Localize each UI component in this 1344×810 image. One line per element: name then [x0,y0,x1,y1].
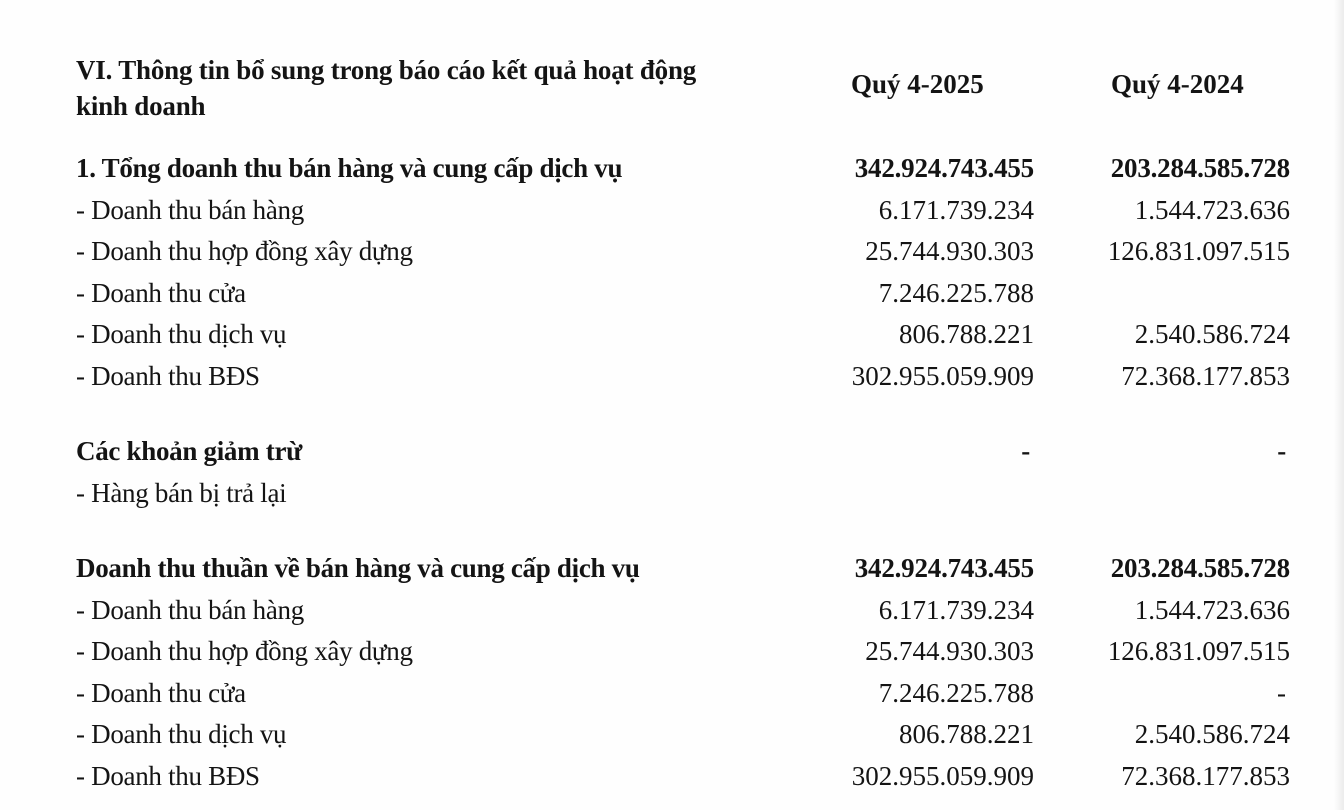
value-q4-2025: 25.744.930.303 [865,636,1034,666]
dash-value: - [1021,436,1030,466]
table-row [76,473,1296,515]
row-label: Các khoản giảm trừ [76,436,303,466]
row-label: - Doanh thu dịch vụ [76,319,287,349]
value-q4-2024: 1.544.723.636 [1134,194,1290,225]
table-row [76,231,1296,273]
value-q4-2024: 2.540.586.724 [1134,719,1290,749]
table-row [76,631,1296,673]
column-header-q4-2025: Quý 4-2025 [851,69,984,99]
table-row [76,590,1296,632]
row-label: - Doanh thu bán hàng [76,594,304,625]
row-label: - Hàng bán bị trả lại [76,477,287,508]
table-row-net-revenue [76,548,1296,590]
column-header-q4-2024: Quý 4-2024 [1111,69,1244,99]
value-q4-2024: 72.368.177.853 [1121,360,1290,391]
table-row-total-revenue [76,148,1296,190]
row-label: 1. Tổng doanh thu bán hàng và cung cấp dịch vụ [76,153,623,183]
row-spacer [76,397,1296,431]
page-edge-shadow [1334,0,1344,810]
value-q4-2025: 6.171.739.234 [878,594,1034,625]
value-q4-2025: 342.924.743.455 [854,153,1034,183]
row-label: - Doanh thu BĐS [76,360,260,391]
value-q4-2025: 7.246.225.788 [878,677,1034,708]
value-q4-2024 [1277,431,1290,473]
value-q4-2025: 302.955.059.909 [851,360,1034,391]
value-q4-2025: 806.788.221 [899,719,1034,749]
row-label: - Doanh thu cửa [76,277,246,308]
row-label: Doanh thu thuần về bán hàng và cung cấp dịch vụ [76,553,640,583]
value-q4-2024: 2.540.586.724 [1134,319,1290,349]
value-q4-2025: 342.924.743.455 [854,553,1034,583]
row-label: - Doanh thu cửa [76,677,246,708]
section-title-line-1: VI. Thông tin bổ sung trong báo cáo kết quả hoạt động [76,55,697,85]
dash-value: - [1277,436,1286,466]
table-row [76,714,1296,756]
table-row [76,314,1296,356]
row-label: - Doanh thu bán hàng [76,194,304,225]
section-title [76,52,796,124]
value-q4-2024: 126.831.097.515 [1107,236,1290,266]
table-header [76,52,1296,132]
row-label: - Doanh thu hợp đồng xây dựng [76,636,413,666]
dash-value: - [1277,677,1286,708]
table-row [76,356,1296,398]
value-q4-2024: 203.284.585.728 [1110,553,1290,583]
row-spacer [76,514,1296,548]
table-row [76,756,1296,798]
value-q4-2025: 806.788.221 [899,319,1034,349]
row-label: - Doanh thu hợp đồng xây dựng [76,236,413,266]
table-row [76,190,1296,232]
value-q4-2025 [1021,431,1034,473]
value-q4-2025: 6.171.739.234 [878,194,1034,225]
table-row [76,673,1296,715]
revenue-table [76,148,1296,797]
value-q4-2024: 126.831.097.515 [1107,636,1290,666]
value-q4-2024: 203.284.585.728 [1110,153,1290,183]
table-row [76,273,1296,315]
row-label: - Doanh thu dịch vụ [76,719,287,749]
value-q4-2025: 7.246.225.788 [878,277,1034,308]
value-q4-2024: 1.544.723.636 [1134,594,1290,625]
value-q4-2024: 72.368.177.853 [1121,760,1290,791]
value-q4-2025: 302.955.059.909 [851,760,1034,791]
value-q4-2024 [1277,673,1290,715]
section-title-line-2: kinh doanh [76,91,206,121]
row-label: - Doanh thu BĐS [76,760,260,791]
value-q4-2025: 25.744.930.303 [865,236,1034,266]
table-row-deductions [76,431,1296,473]
